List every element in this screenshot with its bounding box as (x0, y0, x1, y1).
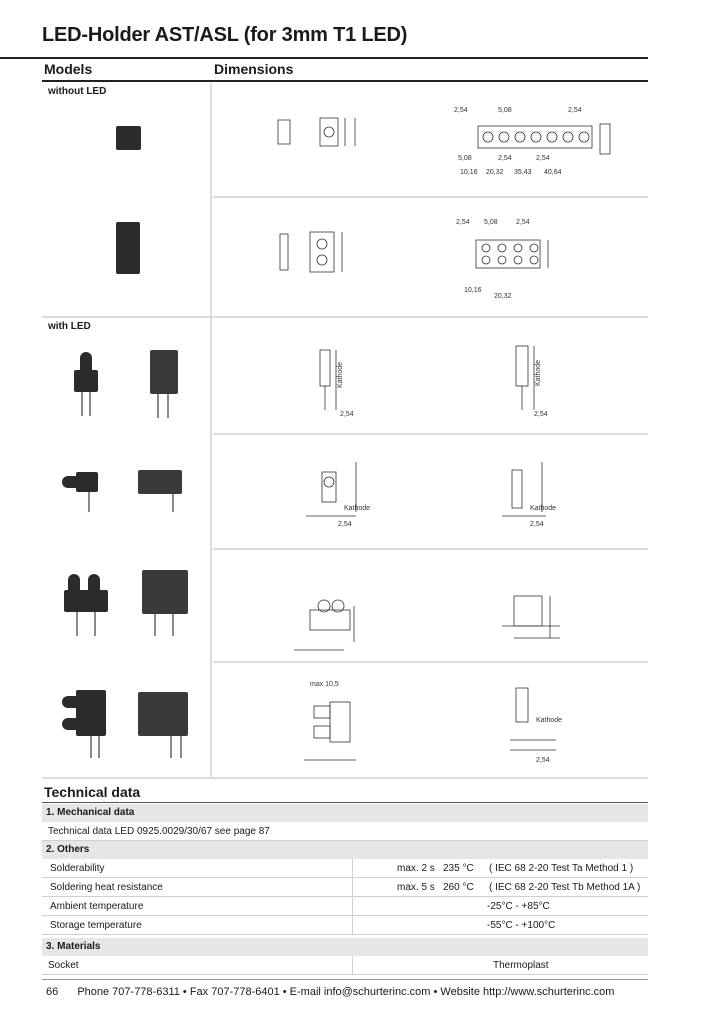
with-led-label: with LED (48, 321, 91, 332)
row-divider (213, 661, 648, 663)
holder-single-photo (116, 126, 141, 150)
technical-data-divider (42, 802, 648, 803)
row-time: max. 5 s (397, 882, 435, 893)
ast-double-horizontal-photo (62, 690, 108, 760)
footer (46, 986, 614, 998)
dim-label: Kathode (530, 505, 557, 512)
dim-label: Kathode (337, 361, 344, 388)
ast-double-vertical-photo (64, 574, 110, 638)
row-temperature: 235 °C (443, 863, 474, 874)
dim-asl-double-vertical (484, 584, 584, 654)
asl-vertical-photo (148, 350, 182, 420)
dim-ast-double-horizontal (296, 676, 386, 766)
dim-label: 2,54 (454, 107, 468, 114)
dim-label: 40,64 (544, 169, 562, 176)
asl-horizontal-photo (138, 468, 184, 514)
section-divider (42, 777, 648, 779)
models-header: Models (44, 61, 93, 77)
row-label: Soldering heat resistance (50, 882, 163, 893)
contact-info: Phone 707-778-6311 • Fax 707-778-6401 • E-mail info@schurterinc.com • Website http://www.schurterinc.com (77, 986, 615, 998)
dim-label: 10,16 (460, 169, 478, 176)
dim-label: 2,54 (536, 757, 550, 764)
mechanical-note-row (42, 822, 648, 841)
dim-label: 2,54 (338, 521, 352, 528)
row-value: Thermoplast (493, 960, 549, 971)
mechanical-note: Technical data LED 0925.0029/30/67 see page 87 (48, 826, 270, 837)
dim-label: Kathode (536, 717, 563, 724)
row-standard: ( IEC 68 2-20 Test Ta Method 1 ) (489, 863, 634, 874)
title-divider (0, 57, 648, 59)
dim-label: 2,54 (568, 107, 582, 114)
dim-label: 20,32 (486, 169, 504, 176)
ast-vertical-photo (72, 352, 102, 418)
holder-double-photo (116, 222, 140, 274)
asl-double-horizontal-photo (138, 692, 190, 760)
dim-label: max 10,5 (310, 681, 339, 688)
dimensions-header: Dimensions (214, 61, 294, 77)
table-row (42, 859, 648, 878)
row-standard: ( IEC 68 2-20 Test Tb Method 1A ) (489, 882, 641, 893)
row-divider (213, 196, 648, 198)
dim-double-side-view (270, 222, 360, 282)
table-row (42, 956, 648, 975)
dim-label: 35,43 (514, 169, 532, 176)
section-mechanical: 1. Mechanical data (42, 804, 648, 822)
technical-data-title: Technical data (44, 784, 141, 800)
dim-label: 5,08 (484, 219, 498, 226)
asl-double-vertical-photo (142, 570, 190, 638)
page-title: LED-Holder AST/ASL (for 3mm T1 LED) (42, 24, 408, 46)
row-divider (213, 548, 648, 550)
without-led-label: without LED (48, 86, 107, 97)
dim-asl-horizontal (496, 452, 596, 538)
dim-label: 2,54 (534, 411, 548, 418)
dim-ast-double-vertical (284, 566, 384, 656)
dim-asl-double-horizontal (496, 676, 586, 776)
row-divider (213, 433, 648, 435)
footer-divider (42, 979, 648, 980)
dim-label: 2,54 (498, 155, 512, 162)
row-label: Solderability (50, 863, 105, 874)
section-divider (42, 316, 648, 318)
table-row (42, 916, 648, 935)
dim-label: 2,54 (456, 219, 470, 226)
dim-label: 2,54 (516, 219, 530, 226)
dim-ast-vertical (296, 336, 386, 422)
dim-label: Kathode (535, 359, 542, 386)
row-label: Socket (48, 960, 79, 971)
table-row (42, 878, 648, 897)
dim-label: 2,54 (536, 155, 550, 162)
page-number: 66 (46, 986, 59, 998)
row-value: -25°C - +85°C (487, 901, 550, 912)
row-label: Ambient temperature (50, 901, 144, 912)
row-label: Storage temperature (50, 920, 142, 931)
dim-label: 5,08 (458, 155, 472, 162)
dim-label: 20,32 (494, 293, 512, 300)
column-divider (210, 83, 212, 316)
dim-label: 10,16 (464, 287, 482, 294)
dim-double-strip-view (452, 214, 572, 306)
dim-label: 5,08 (498, 107, 512, 114)
dim-asl-vertical (496, 336, 576, 422)
dim-label: Kathode (344, 505, 371, 512)
table-row (42, 897, 648, 916)
row-temperature: 260 °C (443, 882, 474, 893)
column-divider (210, 318, 212, 777)
section-materials: 3. Materials (42, 938, 648, 956)
dim-ast-horizontal (296, 452, 396, 538)
dim-strip-top-view (452, 104, 622, 178)
ast-horizontal-photo (62, 470, 102, 514)
header-divider (42, 80, 648, 82)
section-others: 2. Others (42, 841, 648, 859)
dim-single-side-view (270, 110, 370, 160)
row-value: -55°C - +100°C (487, 920, 556, 931)
dim-label: 2,54 (340, 411, 354, 418)
row-time: max. 2 s (397, 863, 435, 874)
dim-label: 2,54 (530, 521, 544, 528)
